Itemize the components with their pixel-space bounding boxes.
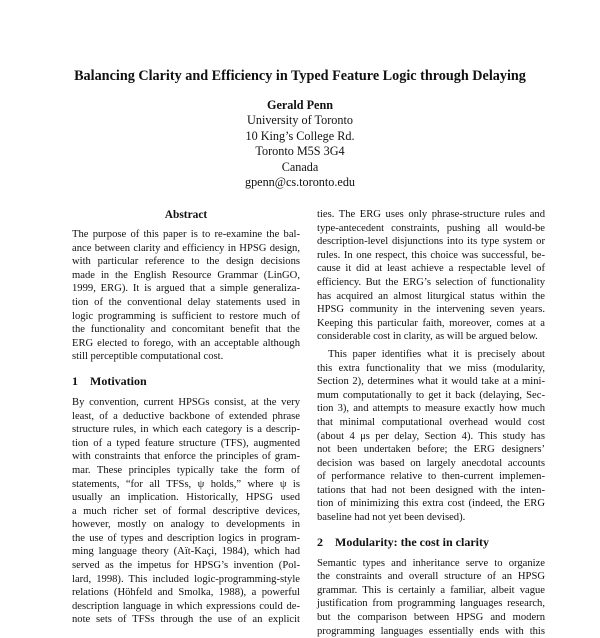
section-2-body [317,557,545,638]
section-2-line: programming languages essentially ends with this [317,625,545,637]
body-line: of performance relative to then-current implemen- [317,471,545,483]
section-2-line: grammar. This is certainly a familiar, albeit vague [317,584,545,596]
author-block [150,98,450,190]
body-line: Keeping this particular faith, moreover, comes at a [317,317,545,329]
body-line: efficiency. But the ERG’s selection of functionality [317,276,545,288]
author-name: Gerald Penn [266,98,333,112]
author-address-city: Toronto M5S 3G4 [255,144,345,159]
abstract-line: the functionality and concomitant benefit that the [72,324,300,336]
body-line: ties. The ERG uses only phrase-structure rules and [317,209,545,220]
right-column [317,208,545,638]
abstract-line: with particular reference to the design decisions [72,256,300,268]
abstract-line: ance between clarity and efficiency in HPSG design, [72,242,300,254]
body-line: has acquired an almost liturgical status within the [317,290,545,302]
section-1-title: Motivation [90,373,147,388]
section-1-line: By convention, current HPSGs consist, at the very [72,396,300,408]
body-line: tion of minimizing this extra cost (indeed, the ERG [317,498,545,510]
section-1-body [72,396,300,627]
left-column [72,208,300,627]
body-line: rules. In one respect, this choice was successful, be- [317,249,545,261]
author-address-country: Canada [281,159,319,174]
author-affiliation: University of Toronto [247,113,353,128]
section-1-line: a much richer set of formal descriptive devices, [72,505,300,517]
abstract-line: 1999, ERG). It is argued that a simple generaliza- [72,283,300,295]
section-1-number: 1 [72,373,78,388]
section-2-line: Semantic types and inheritance serve to organize [317,557,545,569]
section-1-line: least, of a deductive backbone of extended phrase [72,410,300,422]
section-1-line: mar. These principles typically take the form of [72,464,300,476]
section-2-title: Modularity: the cost in clarity [335,534,489,549]
section-2-line: but the comparison between HPSG and modern [317,612,545,624]
body-line: tion 3), and attempts to measure exactly how much [317,403,545,415]
abstract-line: The purpose of this paper is to re-examine the bal- [72,229,300,240]
section-1-line: tion of a typed feature structure (TFS), augmented [72,437,300,449]
abstract-line: ERG elected to forego, with an acceptable although [72,337,300,349]
continued-paragraph [317,208,545,344]
abstract-heading: Abstract [164,209,208,221]
section-1-line: served as the impetus for HPSG’s invention (Pol- [72,560,300,572]
body-line: description-level disjunctions into its type system or [317,236,545,248]
paper-title: Balancing Clarity and Efficiency in Typed Feature Logic through Delaying [74,68,526,84]
abstract-line: still perceptible computational cost. [72,351,224,363]
section-2-line: justification from programming languages research, [317,598,545,610]
section-2-number: 2 [317,534,323,549]
abstract-line: made in the English Resource Grammar (LinGO, [72,269,300,281]
body-line: (about 4 μs per delay, Section 4). This study has [317,430,545,442]
body-line: not been undertaken before; the ERG designers’ [317,444,545,456]
section-1-heading [72,374,300,389]
body-line: baseline had not yet been devised). [317,512,466,524]
body-line: considerable cost in clarity, as will be argued below. [317,331,538,343]
body-line: that minimal computational overhead would cost [317,416,545,428]
body-line: tations that had not been designed with the inten- [317,484,545,496]
section-1-line: ming language theory (Aït-Kaçi, 1984), which had [72,546,300,558]
paragraph-2 [317,348,545,525]
body-line: HPSG community in the intervening seven years. [317,304,545,316]
section-1-line: with constraints that enforce the principles of gram- [72,451,300,463]
body-line: This paper identifies what it is precisely about [328,348,545,360]
author-email: gpenn@cs.toronto.edu [244,175,356,190]
body-line: Section 2), determines what it would take at a mini- [317,376,545,388]
body-line: mum computationally to get it back (delaying, Sec- [317,389,545,401]
abstract-line: logic programming is sufficient to restore much of [72,310,300,322]
body-line: decision was based on largely anecdotal accounts [317,457,545,469]
body-line: type-antecedent constraints, pushing all would-be [317,222,545,234]
section-1-line: lard, 1998). This included logic-programming-style [72,573,300,585]
body-line: cause it did at least achieve a respectable level of [317,263,545,275]
author-address-street: 10 King’s College Rd. [245,128,355,143]
section-2-heading [317,535,545,550]
body-line: this extra functionality that we miss (modularity, [317,362,545,374]
section-1-line: the use of types and description logics in program- [72,532,300,544]
abstract-line: tion of the conventional delay statements used in [72,296,300,308]
section-2-line: the constraints and overall structure of an HPSG [317,571,545,583]
abstract-body [72,228,300,364]
section-1-line: usually an implication. Historically, HPSG used [72,492,300,504]
section-1-line: relations (Höhfeld and Smolka, 1988), a powerful [72,587,300,599]
section-1-line: statements, “for all TFSs, ψ holds,” where ψ is [72,478,300,490]
section-1-line: note sets of TFSs through the use of an explicit [72,614,300,626]
section-1-line: structure rules, in which each category is a descrip- [72,424,300,436]
section-1-line: however, mostly on analogy to developments in [72,519,300,531]
section-1-line: description language in which expressions could de- [72,600,300,612]
